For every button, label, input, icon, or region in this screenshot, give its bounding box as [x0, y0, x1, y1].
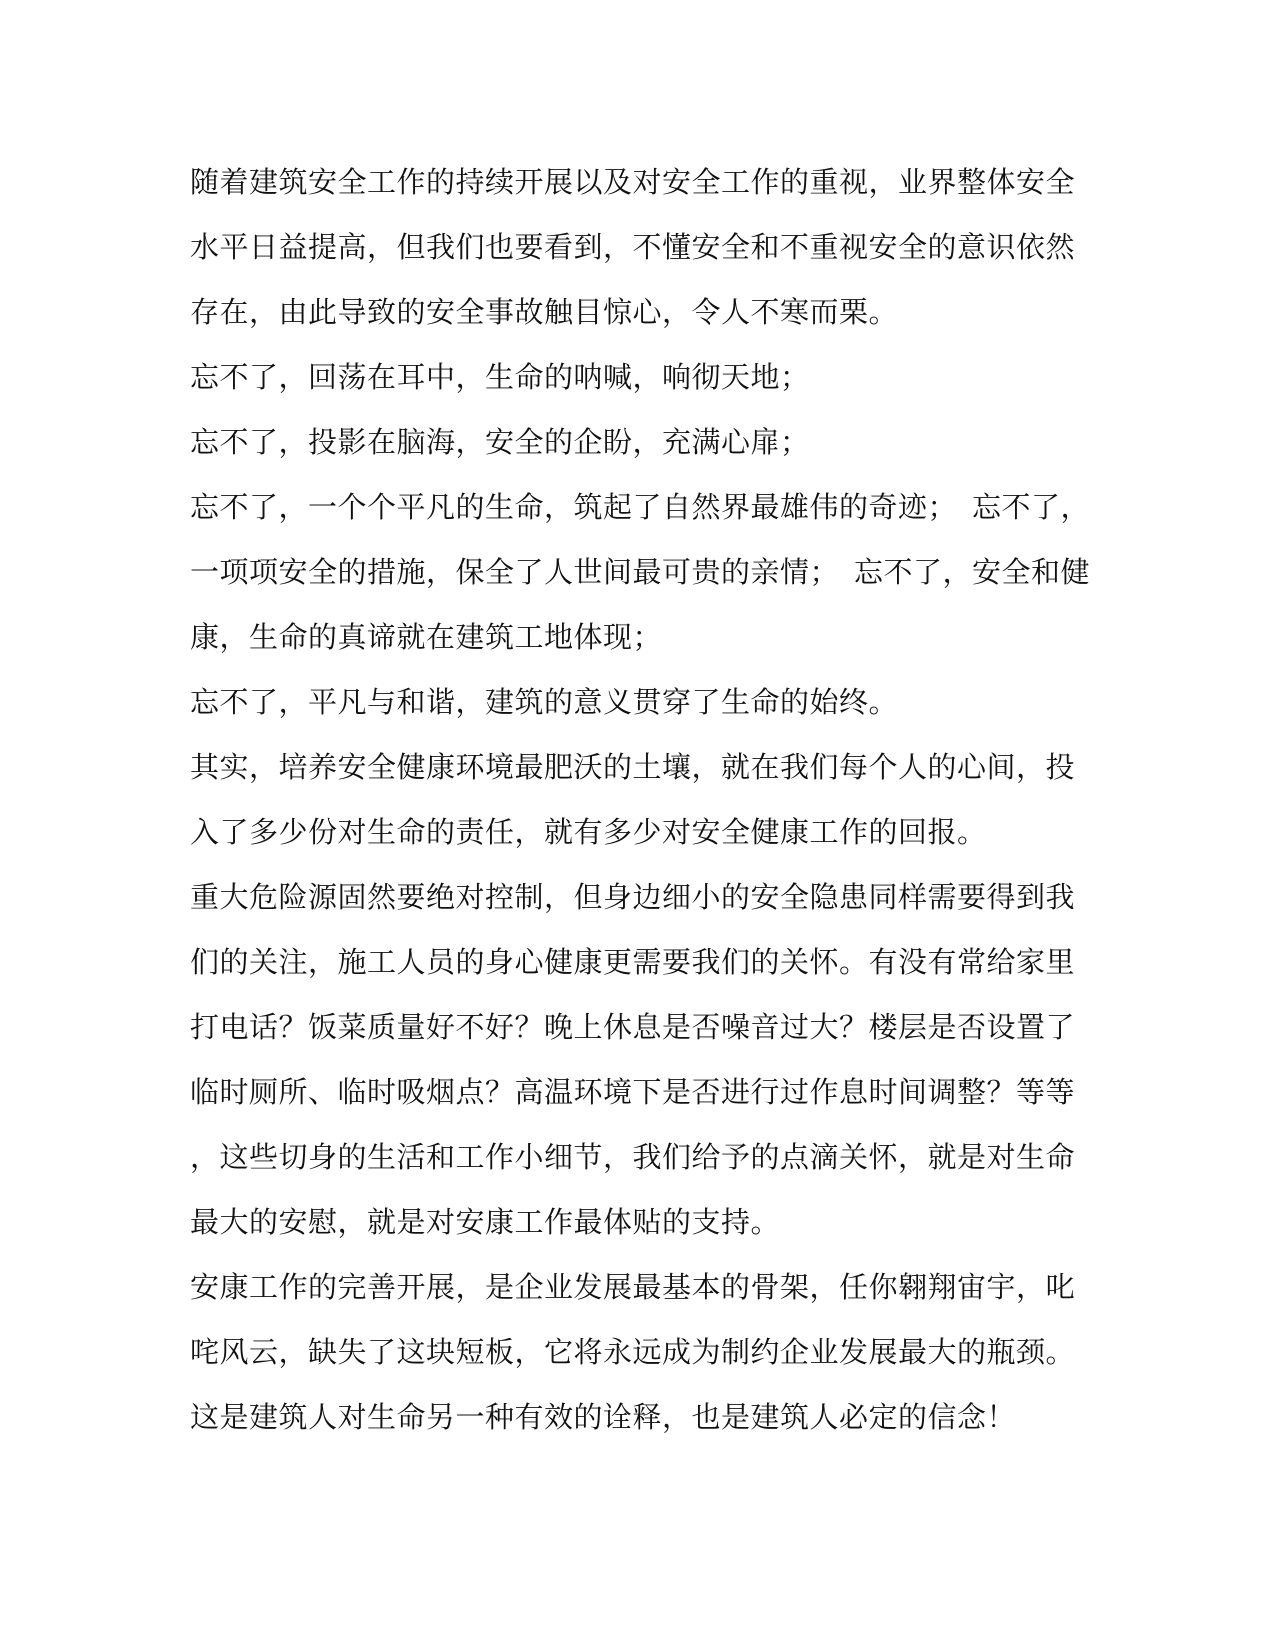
paragraph-8 [190, 1255, 1090, 1385]
text-line: 忘不了，投影在脑海，安全的企盼，充满心扉； [190, 425, 810, 459]
text-line: 一项项安全的措施，保全了人世间最可贵的亲情； 忘不了，安全和健 [190, 555, 1091, 589]
paragraph-3 [190, 410, 1090, 475]
paragraph-5 [190, 670, 1090, 735]
text-line: 咤风云，缺失了这块短板，它将永远成为制约企业发展最大的瓶颈。 [190, 1335, 1076, 1369]
paragraph-2 [190, 345, 1090, 410]
document-body [190, 150, 1090, 1450]
text-line: 水平日益提高，但我们也要看到，不懂安全和不重视安全的意识依然 [190, 230, 1076, 264]
paragraph-6 [190, 735, 1090, 865]
text-line: 临时厕所、临时吸烟点？高温环境下是否进行过作息时间调整？等等 [190, 1075, 1076, 1109]
paragraph-9 [190, 1385, 1090, 1450]
text-line: 随着建筑安全工作的持续开展以及对安全工作的重视，业界整体安全 [190, 165, 1076, 199]
text-line: 其实，培养安全健康环境最肥沃的土壤，就在我们每个人的心间，投 [190, 750, 1076, 784]
text-line: 入了多少份对生命的责任，就有多少对安全健康工作的回报。 [190, 815, 987, 849]
paragraph-4 [190, 475, 1090, 670]
text-line: 们的关注，施工人员的身心健康更需要我们的关怀。有没有常给家里 [190, 945, 1076, 979]
text-line: 重大危险源固然要绝对控制，但身边细小的安全隐患同样需要得到我 [190, 880, 1076, 914]
text-line: 安康工作的完善开展，是企业发展最基本的骨架，任你翱翔宙宇，叱 [190, 1270, 1076, 1304]
text-line: 忘不了，一个个平凡的生命，筑起了自然界最雄伟的奇迹； 忘不了， [190, 490, 1091, 524]
paragraph-1 [190, 150, 1090, 345]
text-line: 最大的安慰，就是对安康工作最体贴的支持。 [190, 1205, 781, 1239]
paragraph-7 [190, 865, 1090, 1255]
text-line: ，这些切身的生活和工作小细节，我们给予的点滴关怀，就是对生命 [190, 1140, 1076, 1174]
text-line: 忘不了，平凡与和谐，建筑的意义贯穿了生命的始终。 [190, 685, 899, 719]
text-line: 打电话？饭菜质量好不好？晚上休息是否噪音过大？楼层是否设置了 [190, 1010, 1076, 1044]
text-line: 这是建筑人对生命另一种有效的诠释，也是建筑人必定的信念！ [190, 1400, 1017, 1434]
text-line: 忘不了，回荡在耳中，生命的呐喊，响彻天地； [190, 360, 810, 394]
text-line: 存在，由此导致的安全事故触目惊心，令人不寒而栗。 [190, 295, 899, 329]
text-line: 康，生命的真谛就在建筑工地体现； [190, 620, 663, 654]
